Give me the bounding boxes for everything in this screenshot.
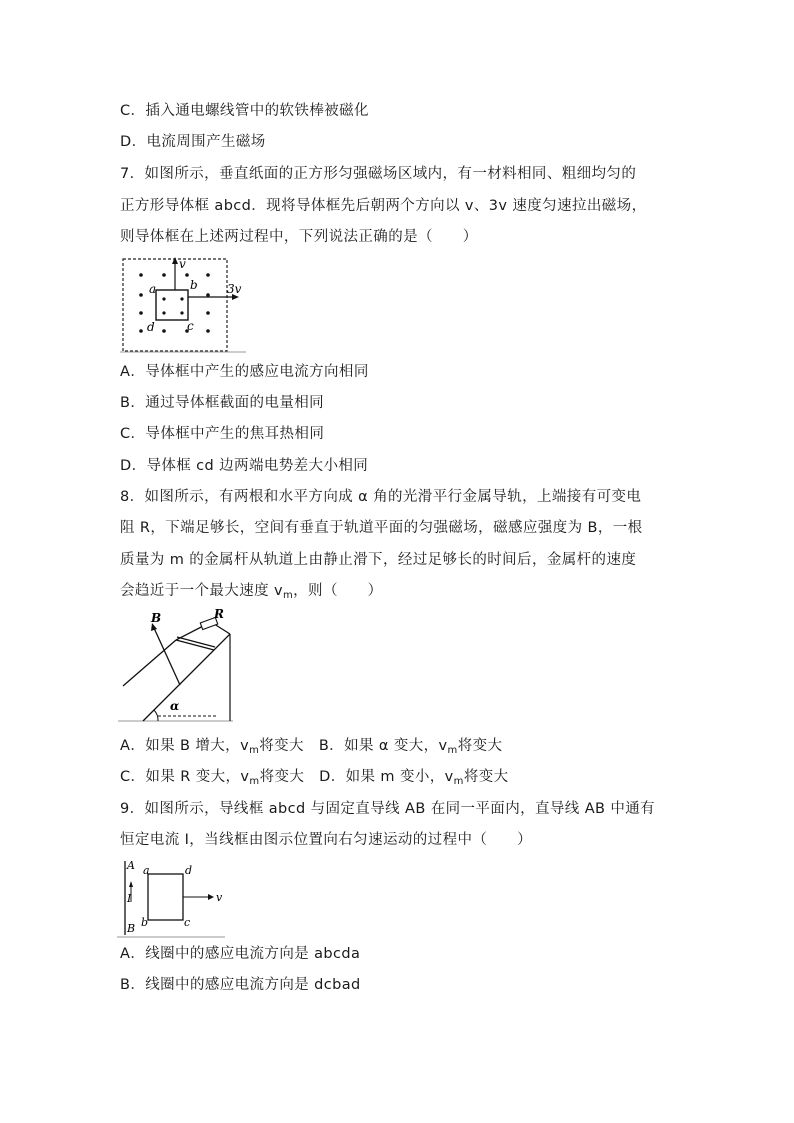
q8-label-R: R	[214, 607, 224, 621]
q7-option-a: A．导体框中产生的感应电流方向相同	[120, 364, 369, 380]
q8-figure	[118, 607, 238, 725]
q9-line-2: 恒定电流 I，当线框由图示位置向右匀速运动的过程中（ ）	[120, 832, 532, 848]
q8-options-ab: A．如果 B 增大，$v_m$将变大 B．如果 α 变大，$v_m$将变大	[120, 738, 503, 756]
q8-label-B: B	[151, 611, 162, 625]
q8-line-2: 阻 R，下端足够长，空间有垂直于轨道平面的匀强磁场，磁感应强度为 B，一根	[120, 520, 643, 536]
q7-line-2: 正方形导体框 abcd．现将导体框先后朝两个方向以 v、3v 速度匀速拉出磁场，	[120, 198, 647, 214]
q9-label-b: b	[141, 916, 149, 929]
q8-options-cd: C．如果 R 变大，$v_m$将变大 D．如果 m 变小，$v_m$将变大	[120, 769, 509, 787]
q7-label-3v: 3v	[227, 282, 242, 296]
q9-label-c: c	[184, 916, 191, 929]
q9-option-b: B．线圈中的感应电流方向是 dcbad	[120, 977, 361, 993]
option-d-text: D．电流周围产生磁场	[120, 134, 266, 150]
q9-line-1: 9．如图所示，导线框 abcd 与固定直导线 AB 在同一平面内，直导线 AB 中通有	[120, 801, 656, 817]
q7-label-v: v	[179, 257, 186, 271]
q9-label-d: d	[185, 864, 193, 877]
q9-label-A: A	[127, 859, 135, 872]
option-c-text: C．插入通电螺线管中的软铁棒被磁化	[120, 103, 369, 119]
q9-label-a: a	[143, 864, 150, 877]
q9-label-I: I	[127, 892, 132, 905]
q8-label-alpha: α	[170, 699, 180, 713]
q7-label-c: c	[187, 319, 194, 333]
q8-line-3: 质量为 m 的金属杆从轨道上由静止滑下，经过足够长的时间后，金属杆的速度	[120, 552, 637, 568]
q7-figure	[120, 255, 250, 355]
q9-option-a: A．线圈中的感应电流方向是 abcda	[120, 946, 361, 962]
q7-line-3: 则导体框在上述两过程中，下列说法正确的是（ ）	[120, 229, 478, 245]
q9-label-B: B	[127, 922, 136, 935]
q7-option-d: D．导体框 cd 边两端电势差大小相同	[120, 458, 369, 474]
q7-label-a: a	[149, 282, 157, 296]
q9-label-v: v	[216, 891, 223, 904]
q7-label-d: d	[147, 320, 155, 334]
q8-line-1: 8．如图所示，有两根和水平方向成 α 角的光滑平行金属导轨，上端接有可变电	[120, 489, 642, 505]
q7-option-b: B．通过导体框截面的电量相同	[120, 395, 325, 411]
q7-line-1: 7．如图所示，垂直纸面的正方形匀强磁场区域内，有一材料相同、粗细均匀的	[120, 166, 637, 182]
q7-option-c: C．导体框中产生的焦耳热相同	[120, 426, 325, 442]
q7-label-b: b	[190, 278, 198, 292]
q9-figure	[117, 857, 232, 939]
q8-line-4: 会趋近于一个最大速度 $v_m$，则（ ）	[120, 583, 383, 601]
